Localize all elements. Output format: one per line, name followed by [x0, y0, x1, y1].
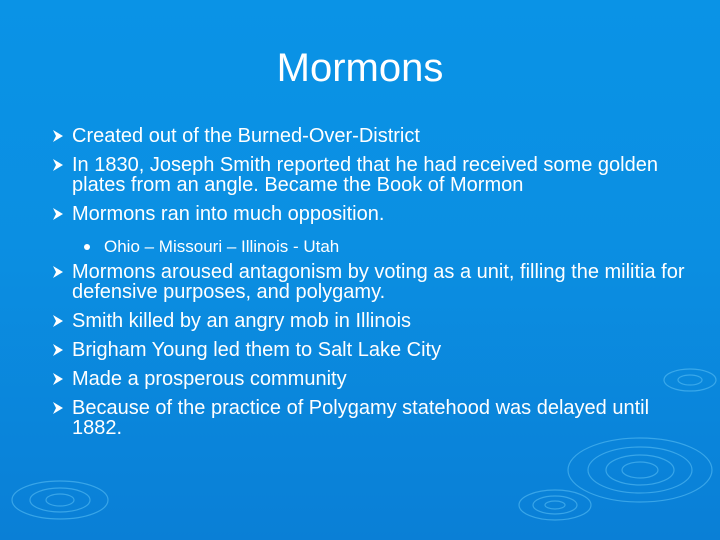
- bullet-text: Brigham Young led them to Salt Lake City: [72, 339, 442, 361]
- arrowhead-bullet-icon: [52, 314, 64, 328]
- arrowhead-bullet-icon: [52, 265, 64, 279]
- arrowhead-bullet-icon: [52, 158, 64, 172]
- bullet-text: Mormons ran into much opposition.: [72, 203, 385, 225]
- arrowhead-bullet-icon: [52, 372, 64, 386]
- bullet-item: [52, 204, 692, 224]
- bullet-item: [52, 398, 692, 438]
- sub-bullet-text: Ohio – Missouri – Illinois - Utah: [104, 237, 340, 256]
- arrowhead-bullet-icon: [52, 207, 64, 221]
- bullet-text: Mormons aroused antagonism by voting as a unit, filling the militia for defensive purposes, and polygamy.: [72, 261, 685, 303]
- bullet-item: [52, 369, 692, 389]
- slide-title: Mormons: [276, 46, 444, 90]
- bullet-list: [52, 126, 692, 447]
- bullet-item: [52, 155, 692, 195]
- dot-bullet-icon: [84, 244, 90, 250]
- arrowhead-bullet-icon: [52, 401, 64, 415]
- arrowhead-bullet-icon: [52, 343, 64, 357]
- bullet-text: In 1830, Joseph Smith reported that he had received some golden plates from an angle. Became the Book of Mormon: [72, 154, 658, 196]
- sub-bullet-item: [52, 238, 692, 256]
- bullet-text: Made a prosperous community: [72, 368, 347, 390]
- bullet-item: [52, 262, 692, 302]
- bullet-item: [52, 311, 692, 331]
- arrowhead-bullet-icon: [52, 129, 64, 143]
- bullet-text: Created out of the Burned-Over-District: [72, 125, 420, 147]
- bullet-text: Smith killed by an angry mob in Illinois: [72, 310, 412, 332]
- bullet-item: [52, 340, 692, 360]
- bullet-text: Because of the practice of Polygamy statehood was delayed until 1882.: [72, 397, 650, 439]
- bullet-item: [52, 126, 692, 146]
